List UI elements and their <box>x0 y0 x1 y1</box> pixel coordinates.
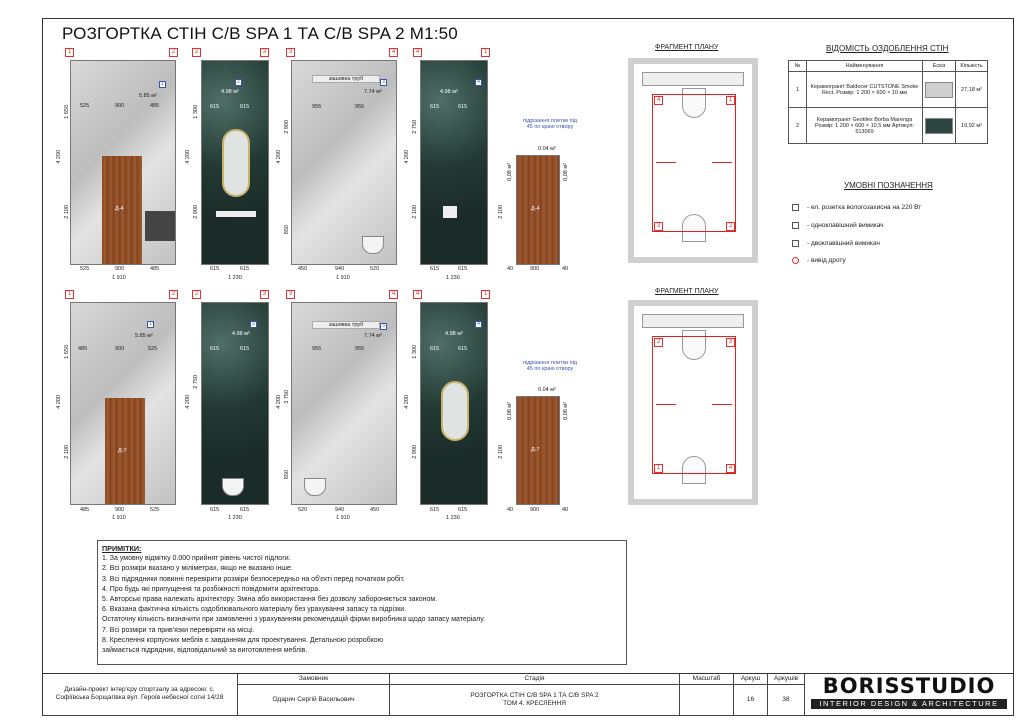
dimension: 955 <box>312 104 322 110</box>
note-line: 8. Креслення корпусних меблів є завданням для проектування. Детальною розробкою <box>102 636 383 644</box>
elevation-wall-3 <box>291 302 397 505</box>
note-line: 3. Всі підрядники повинні перевірити розміри безпосередньо на об'єкті перед початком робіт. <box>102 575 405 583</box>
wall-area: 4.98 м² <box>445 331 463 337</box>
dimension-height: 4 200 <box>185 150 191 164</box>
note-line: 4. Про будь які припущення та розбіжності повідомити архітектора. <box>102 585 321 593</box>
dimension: 955 <box>355 346 365 352</box>
dimension-height: 2 100 <box>412 205 418 219</box>
dimension-total: 1 230 <box>446 275 460 281</box>
wall-area: 7.74 м² <box>364 333 382 339</box>
dimension-total: 1 910 <box>112 275 126 281</box>
logo-text: BORISSTUDIO <box>822 674 996 698</box>
client-label: Замовник <box>238 673 390 685</box>
project-name: Дизайн-проект інтер'єру спортзалу за адресою: с. Софіївська Борщагівка вул. Героїв небесної сотні 14/28 <box>42 673 238 716</box>
wall-id: 2 <box>250 321 257 328</box>
wall-area: 5.85 м² <box>135 333 153 339</box>
table-cell: 19,92 м² <box>956 108 988 144</box>
wall-area: 4.98 м² <box>221 89 239 95</box>
notes-block <box>97 540 627 665</box>
wall-area: 7.74 м² <box>364 89 382 95</box>
corner-marker: 3 <box>726 338 735 347</box>
wall-marker: 2 <box>192 48 201 57</box>
dimension: 900 <box>115 346 125 352</box>
dimension-height: 2 100 <box>64 205 70 219</box>
door-panel-side-area: 0,08 м² <box>563 402 569 420</box>
boxing <box>642 314 744 328</box>
dimension: 900 <box>115 507 125 513</box>
wall-marker: 3 <box>286 290 295 299</box>
dimension: 615 <box>458 507 468 513</box>
dimension: 485 <box>80 507 90 513</box>
elevation-wall-4 <box>420 302 488 505</box>
dimension: 615 <box>430 346 440 352</box>
plan-title: ФРАГМЕНТ ПЛАНУ <box>655 288 719 295</box>
logo-subtitle: INTERIOR DESIGN & ARCHITECTURE <box>811 699 1007 709</box>
dimension-height: 850 <box>284 470 290 480</box>
door-label: Д-4 <box>531 206 540 212</box>
dimension: 40 <box>507 266 514 272</box>
dimension-height: 4 200 <box>404 395 410 409</box>
dimension: 615 <box>430 266 440 272</box>
dimension-total: 1 230 <box>446 515 460 521</box>
dimension-total: 1 910 <box>336 515 350 521</box>
wall-marker: 4 <box>389 48 398 57</box>
wall-id: 1 <box>159 81 166 88</box>
dimension: 485 <box>150 103 160 109</box>
mirror <box>222 129 250 197</box>
legend-label: - двоклавішний вимикач <box>807 240 880 248</box>
door-label: Д-4 <box>115 206 124 212</box>
dimension: 525 <box>80 266 90 272</box>
finish-table-title: ВІДОМІСТЬ ОЗДОБЛЕННЯ СТІН <box>826 44 949 53</box>
dimension: 615 <box>430 507 440 513</box>
elevation-wall-3 <box>291 60 397 265</box>
legend-label: - вивід дроту <box>807 257 846 265</box>
wall-id: 3 <box>380 323 387 330</box>
wall-marker: 2 <box>169 290 178 299</box>
table-row <box>789 72 988 108</box>
corner-marker: 3 <box>654 222 663 231</box>
dimension: 525 <box>148 346 158 352</box>
sheet-label: Аркуш <box>734 673 768 685</box>
door-label: Д-7 <box>118 448 127 454</box>
door-panel-area: 0.04 м² <box>538 146 556 152</box>
scale-label: Масштаб <box>680 673 734 685</box>
table-cell: 27,18 м² <box>956 72 988 108</box>
arrow-icon <box>712 404 732 405</box>
cut-note: підрізання плитки під 45 по краю отвору <box>522 360 578 372</box>
scale-value <box>680 685 734 716</box>
wall-id: 2 <box>235 79 242 86</box>
swatch <box>923 108 956 144</box>
corner-marker: 1 <box>654 464 663 473</box>
plan-title: ФРАГМЕНТ ПЛАНУ <box>655 44 719 51</box>
shelf <box>443 206 457 218</box>
wall-id: 4 <box>475 79 482 86</box>
dimension-height: 2 750 <box>193 375 199 389</box>
floor-plan <box>628 58 758 263</box>
stage-name: РОЗГОРТКА СТІН С/В SPA 1 ТА С/В SPA 2 <box>470 692 599 699</box>
dimension-height: 4 200 <box>276 150 282 164</box>
corner-marker: 2 <box>726 222 735 231</box>
corner-marker: 4 <box>654 96 663 105</box>
dimension: 900 <box>115 266 125 272</box>
dimension: 615 <box>430 104 440 110</box>
wire-outlet-icon <box>792 257 799 264</box>
cut-note: підрізання плитки під 45 по краю отвору <box>522 118 578 130</box>
note-line: займається підрядник, відповідальний за виготовлення меблів. <box>102 647 308 655</box>
dimension-height: 4 200 <box>185 395 191 409</box>
dimension: 615 <box>210 346 220 352</box>
door-panel-area: 0.04 м² <box>538 387 556 393</box>
dimension: 940 <box>335 266 345 272</box>
legend-item <box>792 257 846 264</box>
corner-marker: 1 <box>726 96 735 105</box>
mirror <box>441 381 469 441</box>
dimension: 525 <box>150 507 160 513</box>
note-line: 6. Вказана фактична кількість оздоблювального матеріалу без урахування запасу та підрізки. <box>102 606 407 614</box>
dimension: 615 <box>210 104 220 110</box>
wall-id: 3 <box>380 79 387 86</box>
vanity <box>145 211 175 241</box>
dimension: 615 <box>458 266 468 272</box>
dimension: 900 <box>530 507 540 513</box>
floor-plan <box>628 300 758 505</box>
door-panel-side-area: 0,08 м² <box>507 163 513 181</box>
dimension-height: 2 750 <box>412 120 418 134</box>
dimension-height: 2 900 <box>284 120 290 134</box>
dimension: 450 <box>298 266 308 272</box>
dimension-height: 4 200 <box>404 150 410 164</box>
door-panel <box>516 396 560 505</box>
pipe-boxing-label: зашивка труб <box>312 75 380 83</box>
socket-icon <box>792 204 799 211</box>
swatch <box>923 72 956 108</box>
table-cell: Керамограніт Geotiles Borba Marenga Розмір: 1 200 × 600 × 10,5 мм Артикул: 513069 <box>807 108 923 144</box>
double-switch-icon <box>792 240 799 247</box>
arrow-icon <box>656 404 676 405</box>
client-name: Одарич Сергій Васильович <box>238 685 390 716</box>
dimension: 940 <box>335 507 345 513</box>
note-line: 7. Всі розміри та прив'язки перевіряти на місці. <box>102 626 255 634</box>
elevation-outline <box>652 336 736 474</box>
dimension-height: 2 100 <box>498 205 504 219</box>
dimension: 615 <box>240 346 250 352</box>
note-line: Остаточну кількість визначити при замовленні з урахуванням рекомендацій фірми виробника щодо запасу матеріалу. <box>102 616 485 624</box>
dimension: 520 <box>298 507 308 513</box>
wall-marker: 1 <box>481 48 490 57</box>
wall-marker: 3 <box>260 48 269 57</box>
dimension: 955 <box>355 104 365 110</box>
dimension: 615 <box>210 507 220 513</box>
table-cell: Керамограніт Baldocer CUTSTONE Smoke Rect. Розмір: 1 200 × 600 × 10 мм <box>807 72 923 108</box>
pipe-boxing-label: зашивка труб <box>312 321 380 329</box>
note-line: 1. За умовну відмітку 0.000 прийнят рівень чистої підлоги. <box>102 555 291 563</box>
wall-marker: 3 <box>286 48 295 57</box>
elevation-wall-1 <box>70 302 176 505</box>
wall-marker: 3 <box>260 290 269 299</box>
dimension: 900 <box>115 103 125 109</box>
dimension-total: 1 910 <box>112 515 126 521</box>
sheet-number: 16 <box>734 685 768 716</box>
wall-marker: 1 <box>481 290 490 299</box>
dimension-height: 1 650 <box>64 345 70 359</box>
sheets-label: Аркушів <box>768 673 805 685</box>
table-header: Ескіз <box>923 61 956 72</box>
toilet <box>304 478 326 496</box>
table-cell: 2 <box>789 108 807 144</box>
dimension: 40 <box>507 507 514 513</box>
sheets-total: 38 <box>768 685 805 716</box>
wall-marker: 4 <box>413 48 422 57</box>
dimension-height: 2 100 <box>64 445 70 459</box>
door-panel <box>516 155 560 265</box>
dimension-height: 2 900 <box>412 445 418 459</box>
wall-marker: 4 <box>389 290 398 299</box>
dimension-height: 2 100 <box>498 445 504 459</box>
dimension-total: 1 230 <box>228 515 242 521</box>
table-row <box>789 108 988 144</box>
wall-id: 1 <box>147 321 154 328</box>
dimension: 40 <box>562 507 569 513</box>
dimension: 485 <box>150 266 160 272</box>
dimension-height: 850 <box>284 225 290 235</box>
dimension: 40 <box>562 266 569 272</box>
wall-marker: 2 <box>169 48 178 57</box>
finish-table <box>788 60 988 144</box>
notes-title: ПРИМІТКИ: <box>102 544 142 553</box>
door <box>105 398 145 505</box>
door-panel-side-area: 0,08 м² <box>507 402 513 420</box>
dimension: 615 <box>458 346 468 352</box>
switch-icon <box>792 222 799 229</box>
door-panel-side-area: 0,08 м² <box>563 163 569 181</box>
boxing <box>642 72 744 86</box>
wall-area: 4.98 м² <box>440 89 458 95</box>
wall-marker: 1 <box>65 290 74 299</box>
wall-id: 4 <box>475 321 482 328</box>
note-line: 5. Авторські права належать архітектору. Зміна або використання без дозволу забороняється законом. <box>102 596 438 604</box>
note-line: 2. Всі розміри вказано у міліметрах, якщо не вказано інше. <box>102 565 293 573</box>
toilet <box>362 236 384 254</box>
legend-item <box>792 240 880 247</box>
dimension: 615 <box>240 266 250 272</box>
elevation-wall-1 <box>70 60 176 265</box>
elevation-wall-4 <box>420 60 488 265</box>
table-cell: 1 <box>789 72 807 108</box>
table-header: Найменування <box>807 61 923 72</box>
elevation-outline <box>652 94 736 232</box>
dimension: 525 <box>80 103 90 109</box>
toilet <box>222 478 244 496</box>
dimension-total: 1 230 <box>228 275 242 281</box>
dimension-height: 1 300 <box>193 105 199 119</box>
door <box>102 156 142 265</box>
legend-item <box>792 222 884 229</box>
wall-marker: 1 <box>65 48 74 57</box>
dimension: 485 <box>78 346 88 352</box>
dimension: 450 <box>370 507 380 513</box>
page-title: РОЗГОРТКА СТІН С/В SPA 1 ТА С/В SPA 2 М1:50 <box>62 24 458 43</box>
dimension: 900 <box>530 266 540 272</box>
studio-logo <box>805 675 1013 715</box>
door-label: Д-7 <box>531 447 540 453</box>
wall-area: 4.98 м² <box>232 331 250 337</box>
elevation-wall-2 <box>201 302 269 505</box>
wall-area: 5.85 м² <box>139 93 157 99</box>
elevation-wall-2 <box>201 60 269 265</box>
stage-subtitle: ТОМ 4. КРЕСЛЕННЯ <box>503 700 566 707</box>
dimension-height: 3 750 <box>284 390 290 404</box>
legend-label: - ел. розетка вологозахисна на 220 Вт <box>807 204 922 212</box>
stage-label: Стадія <box>390 673 680 685</box>
dimension-height: 1 300 <box>412 345 418 359</box>
corner-marker: 2 <box>654 338 663 347</box>
vanity <box>216 211 256 217</box>
legend-title: УМОВНІ ПОЗНАЧЕННЯ <box>844 181 933 190</box>
wall-marker: 4 <box>413 290 422 299</box>
legend-item <box>792 204 921 211</box>
stage <box>390 685 680 716</box>
arrow-icon <box>656 162 676 163</box>
dimension-height: 1 650 <box>64 105 70 119</box>
dimension-total: 1 910 <box>336 275 350 281</box>
dimension: 955 <box>312 346 322 352</box>
wall-marker: 2 <box>192 290 201 299</box>
dimension-height: 4 200 <box>276 395 282 409</box>
dimension: 615 <box>240 507 250 513</box>
dimension-height: 4 200 <box>56 395 62 409</box>
dimension: 520 <box>370 266 380 272</box>
arrow-icon <box>712 162 732 163</box>
corner-marker: 4 <box>726 464 735 473</box>
dimension: 615 <box>210 266 220 272</box>
dimension: 615 <box>240 104 250 110</box>
table-header: Кількість <box>956 61 988 72</box>
table-header: № <box>789 61 807 72</box>
dimension-height: 2 900 <box>193 205 199 219</box>
dimension-height: 4 200 <box>56 150 62 164</box>
dimension: 615 <box>458 104 468 110</box>
legend-label: - одноклавішний вимикач <box>807 222 884 230</box>
